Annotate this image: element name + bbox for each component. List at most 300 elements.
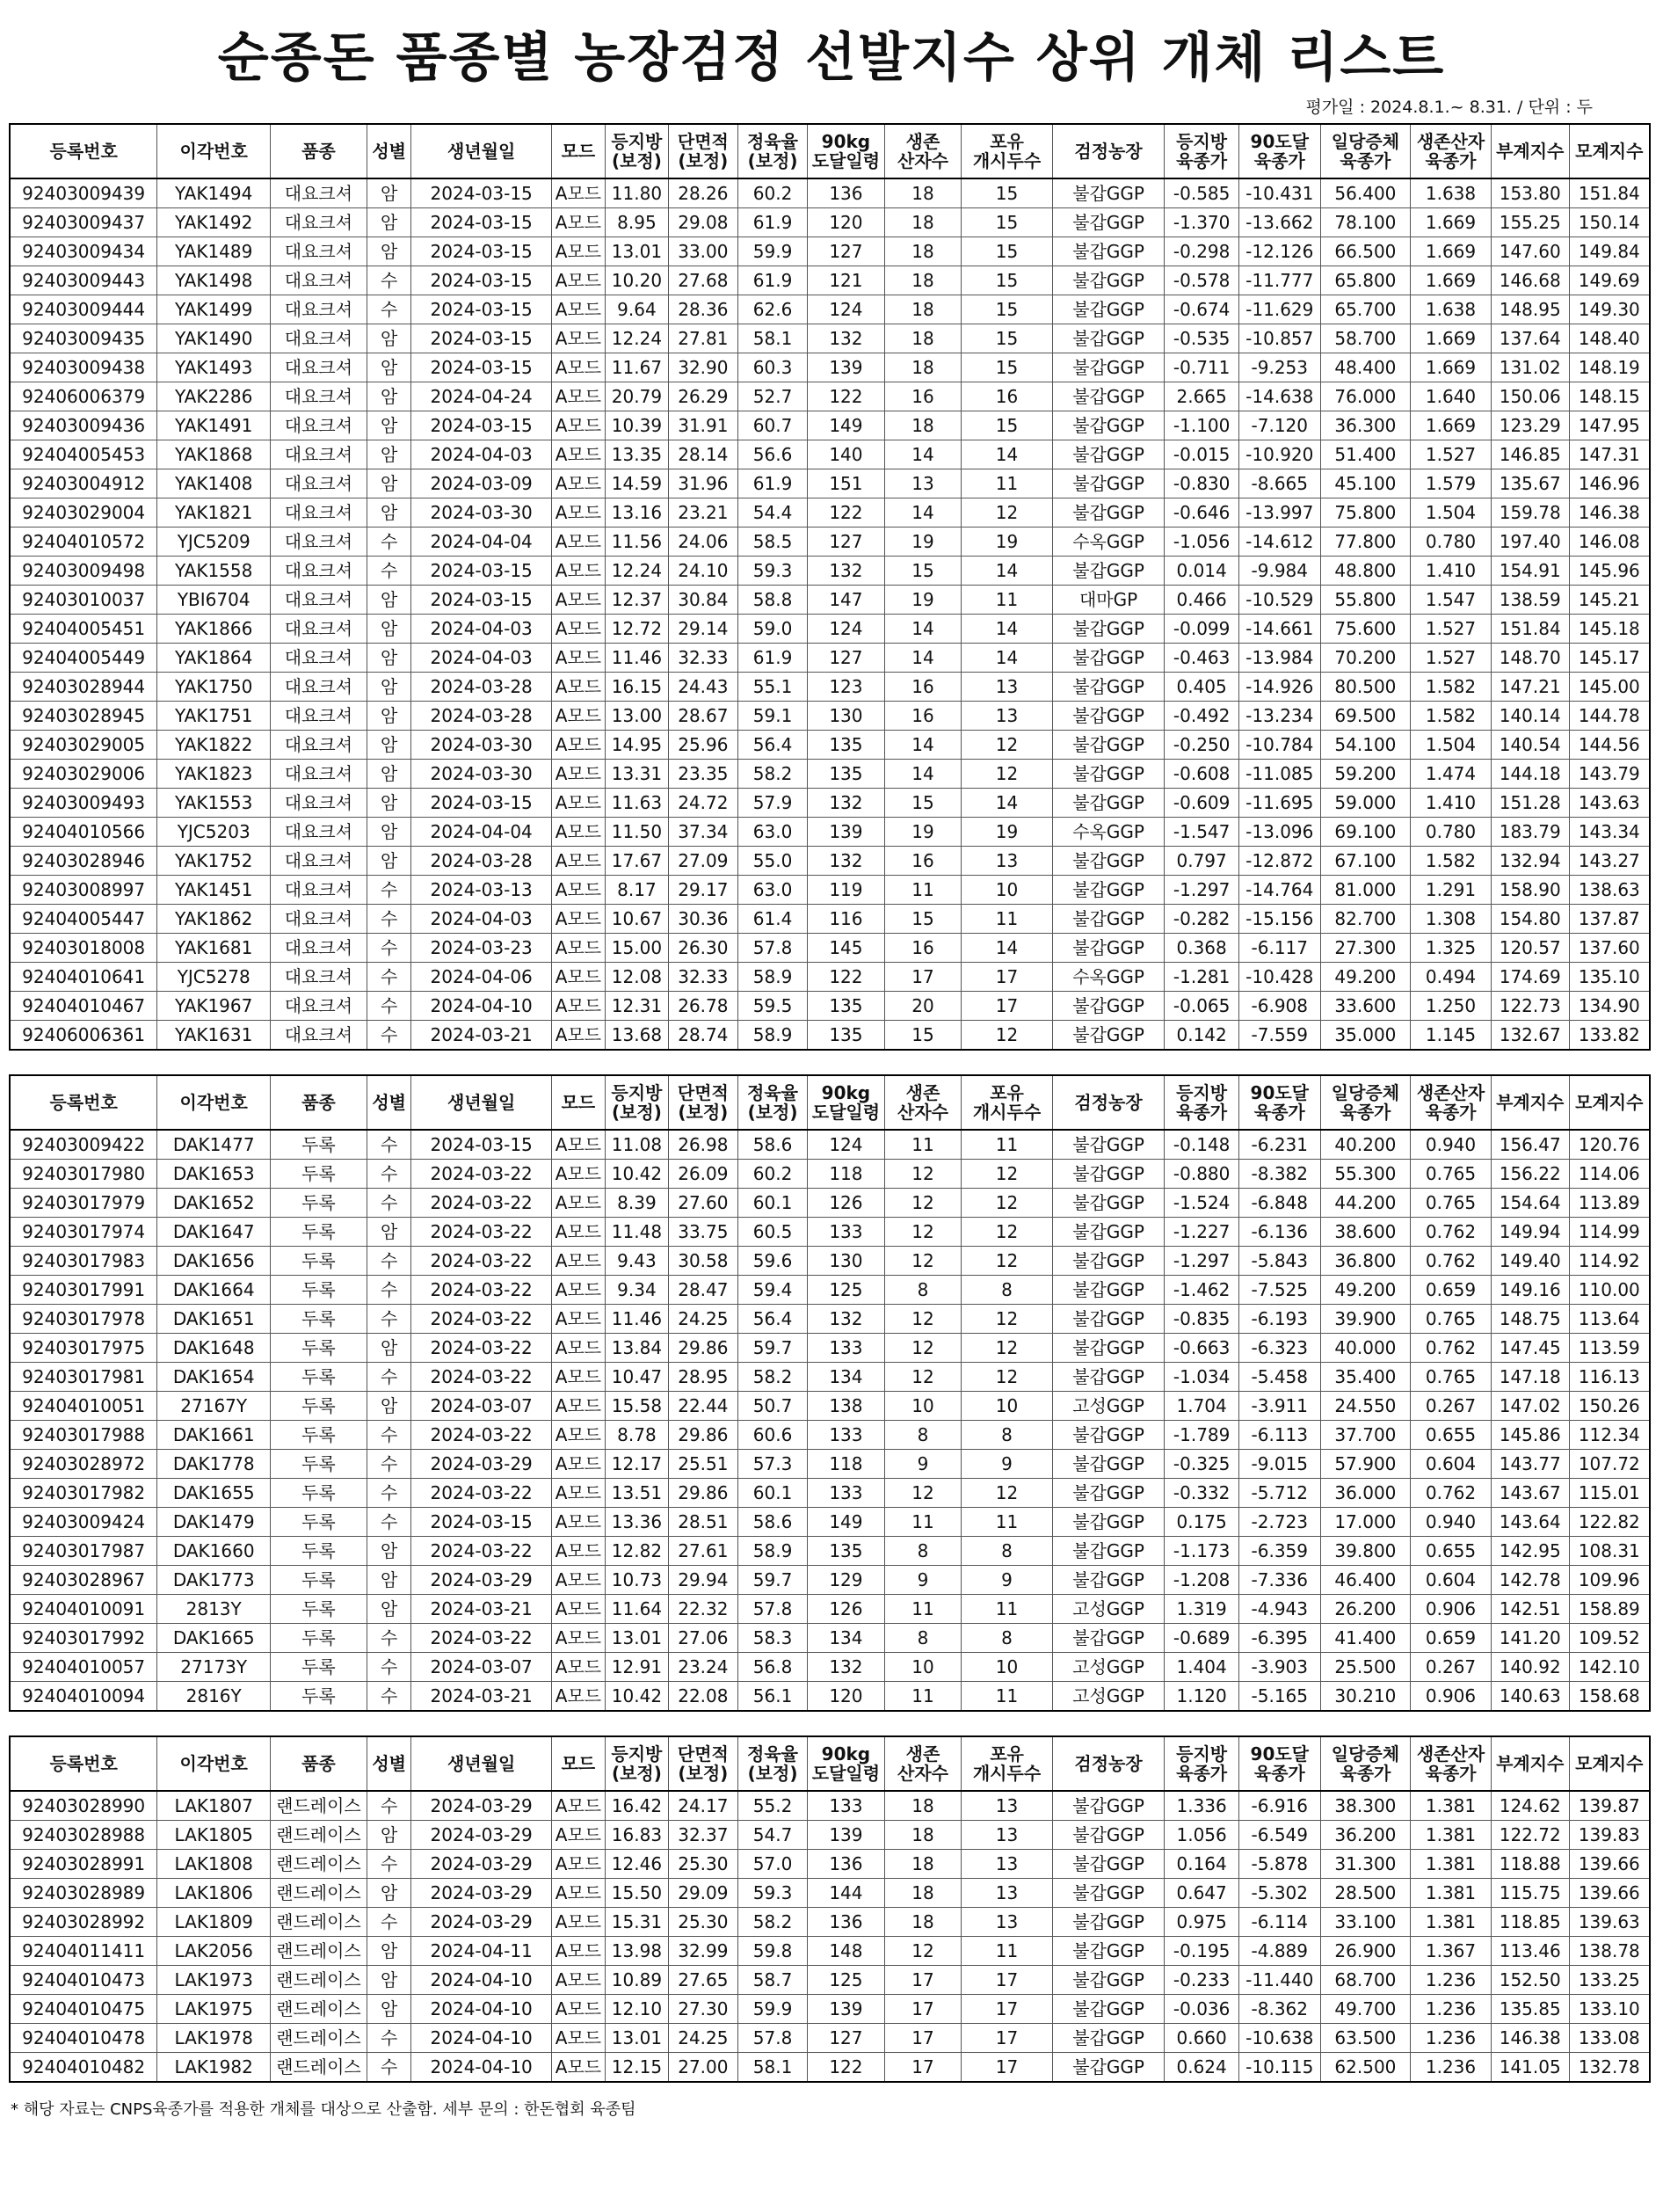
table-cell: 암 (367, 847, 411, 876)
table-cell: 143.79 (1569, 760, 1650, 789)
table-cell: 0.494 (1411, 963, 1492, 992)
table-cell: 92403017980 (10, 1160, 157, 1189)
table-cell: 26.29 (668, 382, 737, 411)
table-cell: 137.64 (1491, 324, 1569, 353)
table-cell: 8 (884, 1537, 962, 1566)
table-cell: 8 (962, 1624, 1052, 1653)
table-cell: -8.362 (1238, 1995, 1320, 2024)
table-cell: 14 (884, 760, 962, 789)
table-cell: 92403009493 (10, 789, 157, 818)
table-cell: 2024-03-15 (411, 586, 551, 615)
table-cell: 58.7 (737, 1966, 807, 1995)
table-cell: -1.100 (1165, 411, 1238, 440)
table-cell: 58.2 (737, 760, 807, 789)
table-cell: 2024-03-15 (411, 266, 551, 295)
table-cell: A모드 (551, 905, 605, 934)
table-cell: 114.06 (1569, 1160, 1650, 1189)
table-cell: 92403028967 (10, 1566, 157, 1595)
table-cell: 두록 (271, 1160, 367, 1189)
table-cell: 122 (808, 382, 885, 411)
table-cell: 12 (962, 1479, 1052, 1508)
column-header-line: 개시두수 (972, 150, 1042, 171)
table-cell: 18 (884, 266, 962, 295)
table-cell: 44.200 (1320, 1189, 1410, 1218)
table-cell: 19 (884, 528, 962, 557)
table-cell: 2024-03-29 (411, 1908, 551, 1937)
table-cell: 17 (884, 2053, 962, 2083)
table-cell: 1.120 (1165, 1682, 1238, 1712)
table-cell: DAK1652 (157, 1189, 271, 1218)
table-cell: 불갑GGP (1052, 876, 1165, 905)
table-cell: 67.100 (1320, 847, 1410, 876)
table-cell: 28.14 (668, 440, 737, 469)
table-cell: 30.58 (668, 1247, 737, 1276)
table-cell: -2.723 (1238, 1508, 1320, 1537)
table-cell: 12.82 (606, 1537, 669, 1566)
table-cell: YAK1498 (157, 266, 271, 295)
table-cell: 124 (808, 615, 885, 644)
table-cell: 148.75 (1491, 1305, 1569, 1334)
table-cell: 33.100 (1320, 1908, 1410, 1937)
table-cell: 28.36 (668, 295, 737, 324)
table-cell: 1.669 (1411, 237, 1492, 266)
table-cell: 2024-03-22 (411, 1276, 551, 1305)
table-cell: 두록 (271, 1595, 367, 1624)
column-header: 성별 (367, 1736, 411, 1791)
table-cell: 불갑GGP (1052, 1363, 1165, 1392)
table-cell: -10.431 (1238, 178, 1320, 208)
table-cell: YAK1862 (157, 905, 271, 934)
table-cell: 147.60 (1491, 237, 1569, 266)
table-cell: YAK1489 (157, 237, 271, 266)
table-cell: 2024-03-30 (411, 760, 551, 789)
table-cell: -10.529 (1238, 586, 1320, 615)
table-cell: 0.765 (1411, 1189, 1492, 1218)
table-cell: 70.200 (1320, 644, 1410, 673)
table-row (10, 557, 1650, 586)
table-cell: 대요크셔 (271, 702, 367, 731)
table-cell: 대요크셔 (271, 673, 367, 702)
table-cell: 불갑GGP (1052, 266, 1165, 295)
table-cell: 54.100 (1320, 731, 1410, 760)
table-cell: 118 (808, 1160, 885, 1189)
table-cell: 12 (962, 731, 1052, 760)
table-cell: 11.48 (606, 1218, 669, 1247)
table-cell: -10.638 (1238, 2024, 1320, 2053)
table-cell: 불갑GGP (1052, 353, 1165, 382)
table-cell: 48.400 (1320, 353, 1410, 382)
table-cell: 107.72 (1569, 1450, 1650, 1479)
table-cell: 불갑GGP (1052, 1160, 1165, 1189)
table-cell: 1.527 (1411, 615, 1492, 644)
column-header: 부계지수 (1491, 1075, 1569, 1130)
table-cell: 133 (808, 1791, 885, 1821)
table-cell: -5.712 (1238, 1479, 1320, 1508)
table-row (10, 411, 1650, 440)
table-cell: 11 (962, 1130, 1052, 1160)
table-cell: 38.600 (1320, 1218, 1410, 1247)
table-cell: 0.142 (1165, 1021, 1238, 1051)
table-cell: 두록 (271, 1334, 367, 1363)
table-cell: DAK1654 (157, 1363, 271, 1392)
table-cell: 23.24 (668, 1653, 737, 1682)
table-cell: YAK1558 (157, 557, 271, 586)
column-header-line: 육종가 (1176, 1763, 1228, 1784)
table-cell: 대요크셔 (271, 382, 367, 411)
table-row (10, 1363, 1650, 1392)
table-cell: 2024-03-28 (411, 673, 551, 702)
table-cell: 183.79 (1491, 818, 1569, 847)
table-cell: A모드 (551, 1821, 605, 1850)
table-cell: 59.9 (737, 1995, 807, 2024)
table-cell: 고성GGP (1052, 1595, 1165, 1624)
table-cell: 142.95 (1491, 1537, 1569, 1566)
table-cell: 수 (367, 963, 411, 992)
table-cell: 8 (962, 1276, 1052, 1305)
table-cell: A모드 (551, 498, 605, 528)
table-cell: 0.762 (1411, 1479, 1492, 1508)
table-cell: 두록 (271, 1276, 367, 1305)
table-cell: 불갑GGP (1052, 1791, 1165, 1821)
table-row (10, 1160, 1650, 1189)
table-cell: 수 (367, 1421, 411, 1450)
table-cell: 18 (884, 353, 962, 382)
table-cell: -5.843 (1238, 1247, 1320, 1276)
table-cell: 41.400 (1320, 1624, 1410, 1653)
table-cell: YAK1821 (157, 498, 271, 528)
table-cell: 120.76 (1569, 1130, 1650, 1160)
table-cell: A모드 (551, 876, 605, 905)
duroc-table (9, 1074, 1651, 1712)
table-cell: 58.3 (737, 1624, 807, 1653)
table-cell: 135 (808, 992, 885, 1021)
table-cell: 0.762 (1411, 1334, 1492, 1363)
table-cell: 140 (808, 440, 885, 469)
table-cell: 대요크셔 (271, 934, 367, 963)
table-cell: 2024-04-03 (411, 905, 551, 934)
table-cell: 24.10 (668, 557, 737, 586)
table-cell: 0.906 (1411, 1682, 1492, 1712)
table-cell: 불갑GGP (1052, 731, 1165, 760)
header-row (10, 1075, 1650, 1130)
table-cell: 대요크셔 (271, 644, 367, 673)
table-cell: 18 (884, 1908, 962, 1937)
table-cell: -8.665 (1238, 469, 1320, 498)
table-cell: 113.89 (1569, 1189, 1650, 1218)
table-cell: -0.298 (1165, 237, 1238, 266)
table-cell: 불갑GGP (1052, 1276, 1165, 1305)
table-cell: 55.0 (737, 847, 807, 876)
table-cell: -0.835 (1165, 1305, 1238, 1334)
column-header-line: 90kg (821, 131, 871, 152)
table-cell: 12 (884, 1363, 962, 1392)
table-cell: 암 (367, 702, 411, 731)
table-cell: 두록 (271, 1624, 367, 1653)
yorkshire-table (9, 123, 1651, 1051)
table-cell: 1.669 (1411, 208, 1492, 237)
table-cell: 8 (884, 1421, 962, 1450)
table-cell: 26.900 (1320, 1937, 1410, 1966)
table-cell: 13.35 (606, 440, 669, 469)
table-cell: A모드 (551, 1334, 605, 1363)
table-cell: 14 (962, 440, 1052, 469)
table-cell: 137.60 (1569, 934, 1650, 963)
table-cell: A모드 (551, 353, 605, 382)
table-cell: 68.700 (1320, 1966, 1410, 1995)
table-cell: 112.34 (1569, 1421, 1650, 1450)
table-cell: 16.42 (606, 1791, 669, 1821)
table-row (10, 1021, 1650, 1051)
table-cell: A모드 (551, 1276, 605, 1305)
table-cell: 암 (367, 1537, 411, 1566)
table-cell: 197.40 (1491, 528, 1569, 557)
table-cell: 8.17 (606, 876, 669, 905)
table-cell: 1.579 (1411, 469, 1492, 498)
table-cell: 18 (884, 178, 962, 208)
column-header-line: 생존산자 (1416, 1082, 1485, 1103)
table-cell: 56.4 (737, 1305, 807, 1334)
table-cell: 148.19 (1569, 353, 1650, 382)
table-cell: 0.175 (1165, 1508, 1238, 1537)
table-cell: 수 (367, 1791, 411, 1821)
table-cell: -6.916 (1238, 1791, 1320, 1821)
table-cell: 146.08 (1569, 528, 1650, 557)
table-cell: A모드 (551, 847, 605, 876)
column-header-line: 90도달 (1250, 131, 1310, 152)
table-cell: 11.46 (606, 644, 669, 673)
column-header-line: (보정) (678, 150, 729, 171)
column-header (1411, 124, 1492, 178)
table-cell: 57.8 (737, 1595, 807, 1624)
table-cell: 92404010473 (10, 1966, 157, 1995)
table-cell: A모드 (551, 528, 605, 557)
table-cell: A모드 (551, 934, 605, 963)
table-cell: 154.91 (1491, 557, 1569, 586)
table-row (10, 789, 1650, 818)
table-cell: 92404010467 (10, 992, 157, 1021)
table-cell: 대요크셔 (271, 1021, 367, 1051)
table-cell: 23.35 (668, 760, 737, 789)
table-cell: 114.99 (1569, 1218, 1650, 1247)
table-cell: 2024-03-21 (411, 1595, 551, 1624)
table-cell: 1.381 (1411, 1821, 1492, 1850)
table-cell: 135.67 (1491, 469, 1569, 498)
table-cell: 2024-04-24 (411, 382, 551, 411)
table-cell: 수 (367, 905, 411, 934)
column-header-line: 육종가 (1425, 1763, 1477, 1784)
table-cell: 1.308 (1411, 905, 1492, 934)
table-cell: A모드 (551, 1247, 605, 1276)
table-cell: DAK1660 (157, 1537, 271, 1566)
table-cell: 1.527 (1411, 440, 1492, 469)
table-cell: 27.68 (668, 266, 737, 295)
table-cell: 불갑GGP (1052, 1334, 1165, 1363)
table-cell: 16.15 (606, 673, 669, 702)
table-cell: 147 (808, 586, 885, 615)
table-row (10, 905, 1650, 934)
table-cell: 55.300 (1320, 1160, 1410, 1189)
table-cell: 수 (367, 1653, 411, 1682)
table-cell: 59.5 (737, 992, 807, 1021)
table-cell: 63.0 (737, 876, 807, 905)
table-cell: 28.74 (668, 1021, 737, 1051)
table-cell: 1.336 (1165, 1791, 1238, 1821)
table-cell: 19 (884, 586, 962, 615)
table-cell: 143.27 (1569, 847, 1650, 876)
table-row (10, 1276, 1650, 1305)
table-cell: 109.52 (1569, 1624, 1650, 1653)
table-cell: 0.780 (1411, 528, 1492, 557)
table-cell: -13.997 (1238, 498, 1320, 528)
table-row (10, 469, 1650, 498)
table-cell: 48.800 (1320, 557, 1410, 586)
table-cell: 110.00 (1569, 1276, 1650, 1305)
table-row (10, 498, 1650, 528)
table-cell: 81.000 (1320, 876, 1410, 905)
table-cell: 불갑GGP (1052, 411, 1165, 440)
table-cell: YAK1967 (157, 992, 271, 1021)
table-cell: -11.085 (1238, 760, 1320, 789)
column-header (606, 124, 669, 178)
table-cell: 13.68 (606, 1021, 669, 1051)
table-cell: 58.700 (1320, 324, 1410, 353)
table-cell: 17.67 (606, 847, 669, 876)
table-cell: -1.789 (1165, 1421, 1238, 1450)
table-cell: 56.6 (737, 440, 807, 469)
table-cell: 2024-03-22 (411, 1189, 551, 1218)
table-cell: 대요크셔 (271, 876, 367, 905)
table-cell: 133 (808, 1479, 885, 1508)
table-cell: 1.404 (1165, 1653, 1238, 1682)
table-cell: 2024-04-10 (411, 992, 551, 1021)
table-cell: 불갑GGP (1052, 1937, 1165, 1966)
table-cell: 8 (884, 1276, 962, 1305)
table-cell: 132.78 (1569, 2053, 1650, 2083)
table-cell: 123.29 (1491, 411, 1569, 440)
table-cell: 대요크셔 (271, 208, 367, 237)
table-cell: 62.500 (1320, 2053, 1410, 2083)
table-cell: 14 (884, 731, 962, 760)
table-cell: 2024-03-07 (411, 1392, 551, 1421)
table-cell: 37.700 (1320, 1421, 1410, 1450)
table-cell: 19 (962, 528, 1052, 557)
table-cell: 2024-03-29 (411, 1450, 551, 1479)
table-cell: 12.31 (606, 992, 669, 1021)
table-cell: 12.72 (606, 615, 669, 644)
column-header-line: 도달일령 (811, 150, 881, 171)
table-cell: 25.96 (668, 731, 737, 760)
table-cell: 18 (884, 237, 962, 266)
table-cell: 27173Y (157, 1653, 271, 1682)
table-cell: 2024-03-22 (411, 1479, 551, 1508)
table-cell: -1.524 (1165, 1189, 1238, 1218)
table-cell: 암 (367, 760, 411, 789)
table-cell: 0.797 (1165, 847, 1238, 876)
table-cell: 17 (962, 2053, 1052, 2083)
column-header-line: 일당증체 (1331, 1743, 1400, 1765)
table-cell: -14.612 (1238, 528, 1320, 557)
table-cell: 149.84 (1569, 237, 1650, 266)
table-cell: 1.669 (1411, 353, 1492, 382)
table-cell: 13 (962, 847, 1052, 876)
table-cell: -0.015 (1165, 440, 1238, 469)
column-header-line: 육종가 (1340, 150, 1391, 171)
column-header (808, 1736, 885, 1791)
table-row (10, 178, 1650, 208)
table-cell: 22.08 (668, 1682, 737, 1712)
table-cell: 9 (962, 1450, 1052, 1479)
table-cell: 62.6 (737, 295, 807, 324)
table-cell: 1.236 (1411, 1995, 1492, 2024)
table-cell: 1.474 (1411, 760, 1492, 789)
table-cell: 56.4 (737, 731, 807, 760)
table-cell: 122 (808, 2053, 885, 2083)
column-header-line: 개시두수 (972, 1102, 1042, 1123)
table-cell: -6.549 (1238, 1821, 1320, 1850)
column-header: 검정농장 (1052, 1075, 1165, 1130)
table-cell: 133 (808, 1334, 885, 1363)
table-cell: 두록 (271, 1479, 367, 1508)
table-cell: 2816Y (157, 1682, 271, 1712)
table-cell: 11 (884, 1508, 962, 1537)
table-cell: 146.38 (1491, 2024, 1569, 2053)
table-cell: 14 (962, 557, 1052, 586)
table-cell: 11.63 (606, 789, 669, 818)
table-cell: 대요크셔 (271, 963, 367, 992)
table-cell: 141.05 (1491, 2053, 1569, 2083)
table-cell: 12.17 (606, 1450, 669, 1479)
table-cell: 59.3 (737, 557, 807, 586)
table-cell: 수 (367, 934, 411, 963)
table-cell: 27.00 (668, 2053, 737, 2083)
table-cell: 10 (962, 1392, 1052, 1421)
table-cell: A모드 (551, 586, 605, 615)
table-cell: 63.500 (1320, 2024, 1410, 2053)
table-cell: 151.84 (1569, 178, 1650, 208)
table-cell: 대요크셔 (271, 266, 367, 295)
table-cell: -9.984 (1238, 557, 1320, 586)
table-cell: 119 (808, 876, 885, 905)
column-header: 생년월일 (411, 1075, 551, 1130)
table-cell: 57.8 (737, 934, 807, 963)
table-cell: 37.34 (668, 818, 737, 847)
table-cell: 26.200 (1320, 1595, 1410, 1624)
table-cell: 135 (808, 760, 885, 789)
table-cell: 대요크셔 (271, 586, 367, 615)
table-cell: 50.7 (737, 1392, 807, 1421)
table-cell: 120 (808, 208, 885, 237)
column-header (668, 1075, 737, 1130)
table-cell: YJC5203 (157, 818, 271, 847)
table-row (10, 1479, 1650, 1508)
table-cell: -0.585 (1165, 178, 1238, 208)
table-cell: 2024-03-15 (411, 208, 551, 237)
table-row (10, 934, 1650, 963)
column-header-line: 산자수 (897, 1102, 948, 1123)
table-cell: 8 (962, 1537, 1052, 1566)
table-cell: 156.47 (1491, 1130, 1569, 1160)
table-cell: 2024-03-15 (411, 557, 551, 586)
table-cell: 92403009424 (10, 1508, 157, 1537)
table-cell: 139.63 (1569, 1908, 1650, 1937)
table-cell: 13.01 (606, 2024, 669, 2053)
table-cell: 133.25 (1569, 1966, 1650, 1995)
table-cell: 133.10 (1569, 1995, 1650, 2024)
table-cell: -11.440 (1238, 1966, 1320, 1995)
table-cell: 0.267 (1411, 1653, 1492, 1682)
table-cell: 27.300 (1320, 934, 1410, 963)
table-cell: 대요크셔 (271, 818, 367, 847)
